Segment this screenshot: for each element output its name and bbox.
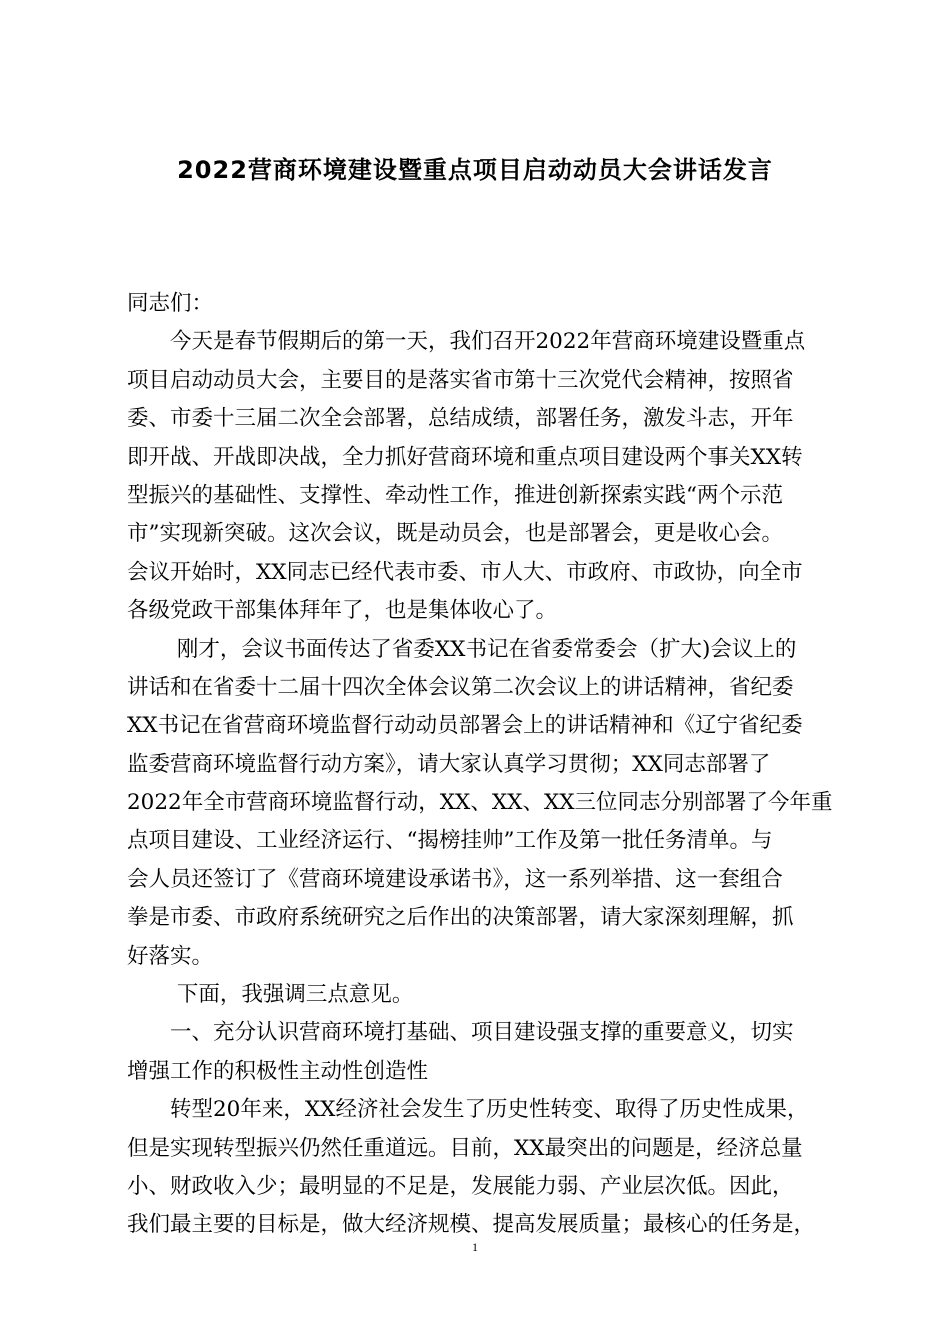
text-line: 各级党政干部集体拜年了，也是集体收心了。 [127,598,558,624]
text-line: 下面，我强调三点意见。 [127,982,414,1008]
text-line: 会人员还签订了《营商环境建设承诺书》，这一系列举措、这一套组合 [127,866,783,892]
text-line: 转型20年来，XX经济社会发生了历史性转变、取得了历史性成果， [127,1097,809,1123]
page-number: 1 [472,1240,478,1254]
text-line: 一、充分认识营商环境打基础、项目建设强支撑的重要意义，切实 [127,1020,794,1046]
document-body [127,285,843,1245]
document-title: 2022营商环境建设暨重点项目启动动员大会讲话发言 [177,156,773,184]
text-line: 同志们： [127,291,214,316]
text-line: 监委营商环境监督行动方案》，请大家认真学习贯彻；XX同志部署了 [127,751,771,777]
text-line: 讲话和在省委十二届十四次全体会议第二次会议上的讲话精神，省纪委 [127,674,794,700]
text-line: 刚才，会议书面传达了省委XX书记在省委常委会（扩大)会议上的 [127,636,797,662]
text-line: 好落实。 [127,943,214,969]
text-line: 型振兴的基础性、支撑性、牵动性工作，推进创新探索实践“两个示范 [127,482,783,508]
text-line: 2022年全市营商环境监督行动，XX、XX、XX三位同志分别部署了今年重 [127,790,833,816]
text-line: 我们最主要的目标是，做大经济规模、提高发展质量；最核心的任务是， [127,1212,816,1238]
text-line: 但是实现转型振兴仍然任重道远。目前，XX最突出的问题是，经济总量 [127,1135,803,1161]
text-line: 点项目建设、工业经济运行、“揭榜挂帅”工作及第一批任务清单。与 [127,828,773,854]
text-line: 小、财政收入少；最明显的不足是，发展能力弱、产业层次低。因此， [127,1173,794,1199]
text-line: 增强工作的积极性主动性创造性 [127,1058,429,1084]
text-line: XX书记在省营商环境监督行动动员部署会上的讲话精神和《辽宁省纪委 [127,713,803,739]
text-line: 拳是市委、市政府系统研究之后作出的决策部署，请大家深刻理解，抓 [127,905,794,931]
text-line: 项目启动动员大会，主要目的是落实省市第十三次党代会精神，按照省 [127,367,794,393]
text-line: 市”实现新突破。这次会议，既是动员会，也是部署会，更是收心会。 [127,521,783,547]
text-line: 今天是春节假期后的第一天，我们召开2022年营商环境建设暨重点 [127,329,806,355]
text-line: 即开战、开战即决战，全力抓好营商环境和重点项目建设两个事关XX转 [127,444,803,470]
text-line: 会议开始时，XX同志已经代表市委、市人大、市政府、市政协，向全市 [127,559,803,585]
text-line: 委、市委十三届二次全会部署，总结成绩，部署任务，激发斗志，开年 [127,406,794,432]
